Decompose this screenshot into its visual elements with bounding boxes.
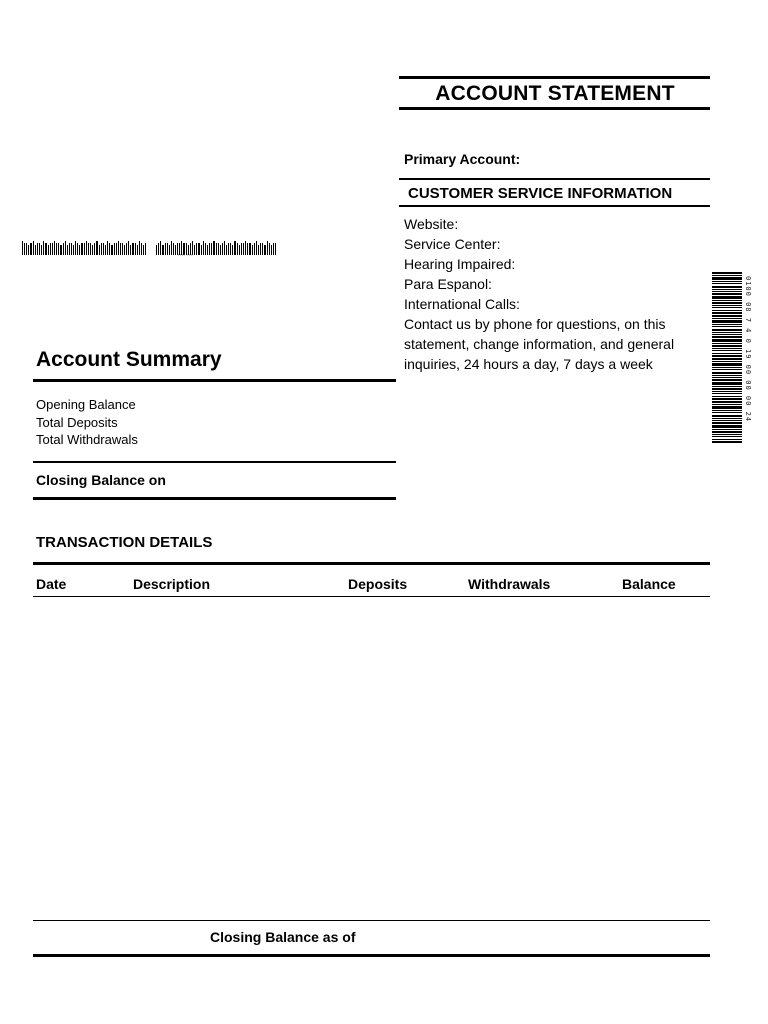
barcode-bar [712,345,742,347]
barcode-bar [207,245,208,255]
barcode-bar [211,243,212,255]
transaction-header-rule [33,596,710,597]
barcode-bar [712,367,742,368]
barcode-bar [222,243,223,255]
barcode-bar [712,350,742,351]
customer-service-contact-text: Contact us by phone for questions, on this statement, change information, and general inquiries, 24 hours a day, 7 days a week [404,316,675,372]
account-summary-title: Account Summary [36,348,222,371]
barcode-bar [712,406,742,409]
barcode-bar [712,388,742,390]
barcode-bar [137,245,138,255]
barcode-bar [247,243,248,255]
cs-item-international-calls: International Calls: [404,296,520,312]
barcode-bar [86,241,87,255]
barcode-bar [712,339,742,342]
barcode-bar [75,241,76,255]
barcode-bar [132,243,134,255]
barcode-bar [67,245,68,255]
column-header-date: Date [36,576,67,592]
barcode-bar [712,425,742,428]
column-header-balance: Balance [622,576,676,592]
column-header-deposits: Deposits [348,576,408,592]
barcode-bar [167,243,168,255]
barcode-bar [92,245,93,255]
barcode-bar [30,243,32,255]
barcode-bar [84,243,85,255]
customer-service-title: CUSTOMER SERVICE INFORMATION [408,185,673,202]
barcode-bar [39,243,40,255]
barcode-bar [58,243,59,255]
barcode-bar [52,243,53,255]
summary-closing-top-rule [33,461,396,463]
barcode-bar [116,243,117,255]
barcode-bar [79,245,80,255]
barcode-bar [128,241,129,255]
cs-item-website: Website: [404,216,459,232]
barcode-bar [81,243,83,255]
barcode-bar [65,241,66,255]
barcode-bar [271,245,272,255]
barcode-bar [712,363,742,366]
barcode-bar [224,241,225,255]
account-summary-rule [33,379,396,382]
barcode-bar [77,243,78,255]
barcode-bar [712,382,742,385]
barcode-bar [54,241,55,255]
barcode-bar [260,243,261,255]
barcode-bar [205,243,206,255]
barcode-bar [712,422,742,424]
barcode-bar [28,245,29,255]
customer-service-list [404,214,520,314]
barcode-bar [126,243,127,255]
barcode-bar [712,300,742,301]
barcode-bar [712,415,742,417]
barcode-bar [63,243,64,255]
barcode-bar [712,286,742,288]
barcode-bar [712,439,742,440]
closing-balance-bottom-rule [33,954,710,957]
barcode-bar [712,393,742,394]
barcode-bar [141,243,142,255]
barcode-bar [712,281,742,282]
barcode-bar [252,245,253,255]
barcode-bar [256,241,257,255]
barcode-bar [130,245,131,255]
barcode-bar [103,243,104,255]
barcode-bar [194,245,195,255]
barcode-bar [169,245,170,255]
barcode-bar [22,241,23,255]
barcode-bar [232,245,233,255]
barcode-bar [712,355,742,357]
barcode-bar [712,404,742,405]
barcode-bar [712,343,742,344]
barcode-bar [175,245,176,255]
barcode-bar [173,243,174,255]
transaction-details-title: TRANSACTION DETAILS [36,534,213,551]
barcode-bar [712,436,742,437]
barcode-bar [712,315,742,317]
barcode-bar [198,243,200,255]
barcode-bar [712,310,742,311]
barcode-bar [239,245,240,255]
barcode-bar [712,398,742,400]
barcode-bar [712,305,742,306]
statement-title: ACCOUNT STATEMENT [435,82,675,105]
barcode-bar [264,245,266,255]
column-header-withdrawals: Withdrawals [468,576,551,592]
barcode-bar [101,243,102,255]
barcode-bar [24,243,25,255]
barcode-bar [228,243,229,255]
barcode-bar [243,243,244,255]
barcode-bar [712,353,742,354]
barcode-bar [712,429,742,430]
barcode-bar [712,289,742,290]
column-header-description: Description [133,576,211,592]
barcode-bar [45,243,47,255]
barcode-bar [69,243,70,255]
barcode-bar [43,241,44,255]
vertical-barcode [712,272,742,448]
barcode-bar [37,243,38,255]
barcode-bar [712,277,742,280]
barcode-bar [165,243,166,255]
barcode-bar [712,320,742,323]
barcode-bar [712,324,742,325]
barcode-bar [124,245,125,255]
barcode-bar [156,245,157,255]
barcode-bar [712,377,742,378]
barcode-bar [160,241,161,255]
barcode-bar [273,243,274,255]
closing-balance-on-label: Closing Balance on [36,472,166,488]
barcode-bar [135,243,136,255]
barcode-bar [269,243,270,255]
barcode-bar [712,296,742,299]
barcode-bar [33,241,34,255]
barcode-bar [712,410,742,411]
barcode-bar [234,241,236,255]
barcode-bar [230,243,231,255]
barcode-bar [213,241,215,255]
barcode-bar [712,275,742,276]
barcode-bar [262,243,263,255]
barcode-bar [147,243,149,255]
barcode-bar [171,241,172,255]
barcode-bar [150,241,151,255]
horizontal-barcode-caption: ▪▪▪▪ ▪▪▪ [178,252,194,257]
barcode-bar [712,358,742,360]
barcode-bar [107,241,108,255]
barcode-bar [158,243,159,255]
barcode-bar [712,332,742,333]
barcode-bar [712,361,742,362]
barcode-bar [162,245,164,255]
closing-balance-top-rule [33,920,710,921]
barcode-bar [196,243,197,255]
account-summary-list [36,396,138,449]
barcode-bar [201,245,202,255]
barcode-bar [712,375,742,376]
barcode-bar [712,372,742,374]
barcode-bar [73,245,74,255]
barcode-bar [712,418,742,419]
barcode-bar [145,243,146,255]
barcode-bar [712,318,742,319]
barcode-bar [267,241,268,255]
barcode-bar [114,243,115,255]
barcode-bar [48,245,49,255]
barcode-bar [712,401,742,403]
barcode-bar [237,243,238,255]
barcode-bar [50,243,51,255]
barcode-bar [712,434,742,435]
vertical-barcode-caption: 0100 08 7 4 0 19 00 00 00 24 [744,276,752,423]
horizontal-barcode [22,239,277,255]
barcode-bar [712,391,742,392]
closing-balance-as-of-label: Closing Balance as of [210,929,356,945]
barcode-bar [154,243,155,255]
transaction-table-top-rule [33,562,710,565]
statement-title-bottom-rule [399,107,710,110]
barcode-bar [226,245,227,255]
barcode-bar [712,312,742,314]
barcode-bar [258,245,259,255]
primary-account-label: Primary Account: [404,151,521,167]
statement-title-top-rule [399,76,710,79]
barcode-bar [220,245,221,255]
customer-service-bottom-rule [399,205,710,207]
barcode-bar [139,241,140,255]
barcode-bar [218,243,219,255]
summary-item-opening-balance: Opening Balance [36,397,136,412]
barcode-bar [96,241,98,255]
barcode-bar [275,243,276,255]
barcode-bar [712,348,742,349]
barcode-bar [143,245,144,255]
barcode-bar [712,396,742,397]
customer-service-top-rule [399,178,710,180]
barcode-bar [245,241,246,255]
barcode-bar [203,241,204,255]
barcode-bar [216,243,217,255]
barcode-bar [712,412,742,413]
barcode-bar [712,369,742,370]
barcode-bar [712,272,742,274]
barcode-bar [712,420,742,421]
barcode-bar [712,379,742,381]
barcode-bar [209,243,210,255]
barcode-bar [71,243,72,255]
cs-item-service-center: Service Center: [404,236,501,252]
summary-closing-bottom-rule [33,497,396,500]
barcode-bar [712,431,742,433]
barcode-bar [99,245,100,255]
barcode-bar [152,243,153,255]
barcode-bar [41,245,42,255]
barcode-bar [111,245,113,255]
barcode-bar [26,243,27,255]
barcode-bar [712,326,742,327]
cs-item-para-espanol: Para Espanol: [404,276,492,292]
barcode-bar [249,243,251,255]
barcode-bar [120,243,121,255]
barcode-bar [254,243,255,255]
barcode-bar [712,329,742,331]
cs-item-hearing-impaired: Hearing Impaired: [404,256,516,272]
barcode-bar [94,243,95,255]
barcode-bar [712,307,742,308]
barcode-bar [712,336,742,338]
barcode-bar [35,245,36,255]
barcode-bar [109,243,110,255]
barcode-bar [712,283,742,284]
barcode-bar [712,293,742,295]
barcode-bar [712,291,742,292]
barcode-bar [88,243,89,255]
barcode-bar [712,441,742,443]
barcode-bar [712,334,742,335]
barcode-bar [122,243,123,255]
barcode-bar [60,245,62,255]
barcode-bar [90,243,91,255]
barcode-bar [118,241,119,255]
barcode-bar [105,245,106,255]
barcode-bar [241,243,242,255]
barcode-bar [712,302,742,304]
summary-item-total-withdrawals: Total Withdrawals [36,432,138,447]
summary-item-total-deposits: Total Deposits [36,414,118,430]
barcode-bar [56,243,57,255]
barcode-bar [712,386,742,387]
